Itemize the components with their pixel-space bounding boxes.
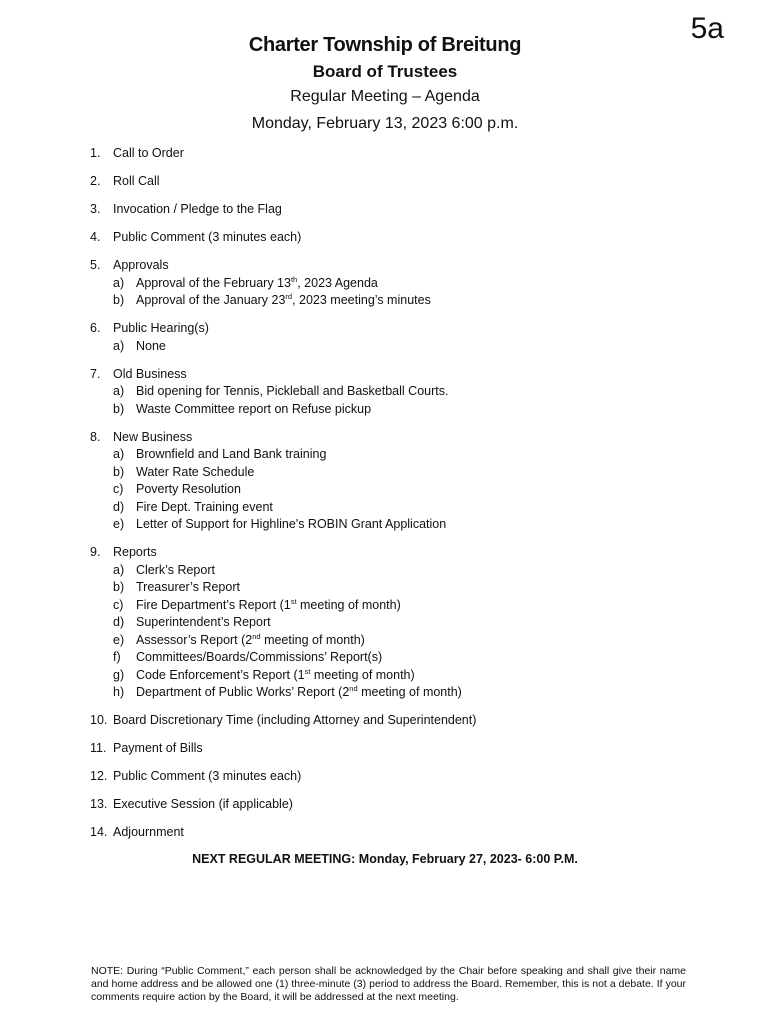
agenda-item-number: 14. bbox=[90, 825, 108, 839]
agenda-subitem-letter: a) bbox=[113, 562, 125, 577]
agenda-item bbox=[90, 824, 730, 842]
agenda-subitem bbox=[113, 579, 730, 597]
agenda-item bbox=[90, 229, 730, 247]
agenda-subitem-letter: e) bbox=[113, 632, 125, 647]
agenda-subitem bbox=[113, 383, 730, 401]
agenda-item-text: Board Discretionary Time (including Attorney and Superintendent) bbox=[113, 713, 477, 727]
agenda-subitem-letter: d) bbox=[113, 615, 125, 629]
agenda-subitems bbox=[90, 275, 730, 310]
agenda-item bbox=[90, 145, 730, 163]
agenda-item bbox=[90, 366, 730, 419]
agenda-subitem-text-main: Superintendent’s Report bbox=[136, 615, 271, 629]
agenda-item bbox=[90, 201, 730, 219]
agenda-subitem-text bbox=[136, 562, 215, 580]
agenda-item-number: 6. bbox=[90, 321, 101, 335]
ordinal-suffix: st bbox=[290, 596, 297, 606]
agenda-subitem-letter: a) bbox=[113, 384, 125, 398]
agenda-subitem-text bbox=[136, 481, 241, 499]
agenda-subitem bbox=[113, 275, 730, 293]
agenda-subitems bbox=[90, 562, 730, 702]
agenda-item-number: 11. bbox=[90, 741, 107, 755]
meeting-date: Monday, February 13, 2023 6:00 p.m. bbox=[251, 115, 519, 132]
agenda-subitem bbox=[113, 562, 730, 580]
agenda-subitem-text-main: Poverty Resolution bbox=[136, 482, 241, 496]
agenda-subitem-letter: b) bbox=[113, 293, 125, 307]
agenda-item-text: Adjournment bbox=[113, 825, 184, 839]
public-comment-note: NOTE: During “Public Comment,” each person shall be acknowledged by the Chair before speaking and shall give their name and home address and be allowed one (1) three-minute (3) period to address the Board. Remember, this is not a debate. If your comments require action by the Board, it will be addressed at the next meeting. bbox=[91, 965, 686, 1003]
agenda-subitem-text-main: Treasurer’s Report bbox=[136, 580, 240, 594]
agenda-subitem-text-main: Bid opening for Tennis, Pickleball and Basketball Courts. bbox=[136, 384, 449, 398]
agenda-item-row bbox=[90, 229, 730, 247]
agenda-subitem bbox=[113, 292, 730, 310]
agenda-subitem-text-rest: meeting of month) bbox=[357, 685, 462, 699]
agenda-item-row bbox=[90, 544, 730, 562]
ordinal-suffix: th bbox=[290, 274, 298, 284]
agenda-subitems bbox=[90, 446, 730, 534]
agenda-item bbox=[90, 320, 730, 355]
agenda-subitem-text-main: Fire Department’s Report (1 bbox=[136, 597, 291, 612]
agenda-subitem bbox=[113, 667, 730, 685]
agenda-subitem-text-main: Clerk’s Report bbox=[136, 562, 215, 577]
agenda-item-text: Call to Order bbox=[113, 146, 184, 160]
agenda-item-number: 7. bbox=[90, 366, 101, 381]
agenda-subitem-text bbox=[136, 464, 254, 482]
agenda-subitem-text bbox=[136, 516, 446, 534]
agenda-item-text: Public Comment (3 minutes each) bbox=[113, 769, 302, 783]
agenda-item bbox=[90, 429, 730, 534]
agenda-subitem-text-main: Approval of the February 13 bbox=[136, 275, 291, 290]
agenda-subitem-letter: c) bbox=[113, 597, 124, 612]
agenda-subitem bbox=[113, 338, 730, 356]
agenda-item bbox=[90, 712, 730, 730]
agenda-item-text: Public Comment (3 minutes each) bbox=[113, 230, 302, 244]
agenda-item-text: Reports bbox=[113, 545, 157, 559]
agenda-subitem-text-main: Approval of the January 23 bbox=[136, 293, 286, 307]
agenda-subitem bbox=[113, 632, 730, 650]
agenda-item-text: Approvals bbox=[113, 258, 169, 272]
agenda-subitem-text-rest: meeting of month) bbox=[310, 667, 415, 682]
agenda-item-row bbox=[90, 320, 730, 338]
agenda-subitem-text bbox=[136, 499, 273, 517]
agenda-subitem-text-main: Water Rate Schedule bbox=[136, 464, 255, 479]
agenda-subitem-letter: b) bbox=[113, 401, 125, 416]
agenda-subitem-letter: a) bbox=[113, 447, 125, 461]
agenda-subitem bbox=[113, 597, 730, 615]
agenda-item-number: 12. bbox=[90, 769, 108, 783]
agenda-item-text: New Business bbox=[113, 429, 193, 444]
agenda-subitem-text bbox=[136, 338, 166, 356]
agenda-item bbox=[90, 740, 730, 758]
agenda-subitem-text-main: Committees/Boards/Commissions’ Report(s) bbox=[136, 650, 383, 664]
agenda-subitem-text-rest: meeting of month) bbox=[260, 632, 365, 647]
agenda-subitem-text bbox=[136, 614, 271, 632]
agenda-item-row bbox=[90, 429, 730, 447]
agenda-item-number: 3. bbox=[90, 202, 101, 216]
agenda-item bbox=[90, 257, 730, 310]
agenda-subitem-text-main: Assessor’s Report (2 bbox=[136, 632, 253, 647]
agenda-subitem-text bbox=[136, 383, 448, 401]
agenda-subitem bbox=[113, 614, 730, 632]
agenda-subitem-letter: a) bbox=[113, 275, 125, 290]
next-meeting: NEXT REGULAR MEETING: Monday, February 27, 2023- 6:00 P.M. bbox=[192, 852, 578, 866]
agenda-subitem-text-main: Letter of Support for Highline's ROBIN Grant Application bbox=[136, 517, 447, 531]
ordinal-suffix: rd bbox=[285, 292, 293, 301]
agenda-subitem-text bbox=[136, 579, 240, 597]
agenda-subitem-letter: g) bbox=[113, 667, 125, 682]
agenda-subitem-text-rest: , 2023 Agenda bbox=[297, 275, 378, 290]
agenda-item-row bbox=[90, 740, 730, 758]
agenda-item-text: Roll Call bbox=[113, 174, 160, 188]
agenda-item-row bbox=[90, 796, 730, 814]
agenda-item-text: Old Business bbox=[113, 366, 187, 381]
agenda-subitem-letter: f) bbox=[113, 650, 121, 664]
agenda-subitem-letter: b) bbox=[113, 464, 125, 479]
agenda-item-number: 5. bbox=[90, 258, 101, 272]
agenda-subitem-text bbox=[136, 446, 326, 464]
agenda-subitem-text-rest: , 2023 meeting’s minutes bbox=[292, 293, 431, 307]
agenda-item-row bbox=[90, 201, 730, 219]
agenda-item-text: Executive Session (if applicable) bbox=[113, 797, 293, 811]
agenda-item-number: 13. bbox=[90, 797, 108, 811]
agenda-item-row bbox=[90, 145, 730, 163]
agenda-subitem bbox=[113, 516, 730, 534]
agenda-item-number: 10. bbox=[90, 713, 108, 727]
page-label: 5a bbox=[690, 12, 724, 45]
agenda-item-number: 9. bbox=[90, 545, 101, 559]
agenda-subitem-letter: b) bbox=[113, 580, 125, 594]
agenda-subitem-text bbox=[136, 597, 401, 615]
agenda-subitem-letter: e) bbox=[113, 517, 125, 531]
document-subtitle: Board of Trustees bbox=[312, 62, 458, 81]
agenda-item-row bbox=[90, 768, 730, 786]
agenda-subitem-text bbox=[136, 292, 431, 310]
document-header bbox=[0, 32, 770, 136]
agenda-item-number: 8. bbox=[90, 429, 101, 444]
agenda-item-text: Public Hearing(s) bbox=[113, 321, 209, 335]
agenda-subitem-text-rest: meeting of month) bbox=[296, 597, 401, 612]
agenda-subitem-text-main: Department of Public Works’ Report (2 bbox=[136, 685, 350, 699]
agenda-item-text: Payment of Bills bbox=[113, 741, 203, 755]
agenda-subitem-text-main: Brownfield and Land Bank training bbox=[136, 447, 327, 461]
agenda-subitem-text bbox=[136, 632, 365, 650]
agenda-subitem bbox=[113, 401, 730, 419]
agenda-subitem-text-main: Code Enforcement’s Report (1 bbox=[136, 667, 305, 682]
agenda-subitem-text bbox=[136, 667, 415, 685]
document-title: Charter Township of Breitung bbox=[248, 34, 522, 56]
agenda-subitem bbox=[113, 499, 730, 517]
agenda-item bbox=[90, 768, 730, 786]
agenda-item bbox=[90, 173, 730, 191]
agenda-item-row bbox=[90, 824, 730, 842]
ordinal-suffix: nd bbox=[349, 684, 358, 693]
agenda-item bbox=[90, 796, 730, 814]
ordinal-suffix: st bbox=[304, 666, 311, 676]
agenda-subitem-letter: d) bbox=[113, 499, 125, 514]
agenda-subitem-text bbox=[136, 649, 382, 667]
agenda-item-number: 2. bbox=[90, 174, 101, 188]
agenda-subitems bbox=[90, 383, 730, 418]
agenda-item-row bbox=[90, 712, 730, 730]
agenda-item-number: 1. bbox=[90, 146, 101, 160]
agenda-subitem bbox=[113, 684, 730, 702]
agenda-subitem-letter: c) bbox=[113, 482, 124, 496]
meeting-type: Regular Meeting – Agenda bbox=[290, 88, 480, 105]
agenda-subitem-letter: h) bbox=[113, 685, 125, 699]
agenda-subitem bbox=[113, 446, 730, 464]
agenda-subitem-text-main: Fire Dept. Training event bbox=[136, 499, 273, 514]
agenda-subitem bbox=[113, 464, 730, 482]
agenda-subitem bbox=[113, 481, 730, 499]
agenda-subitem-text-main: None bbox=[136, 338, 166, 353]
agenda-item-number: 4. bbox=[90, 230, 101, 244]
agenda-item-row bbox=[90, 257, 730, 275]
agenda-item-row bbox=[90, 366, 730, 384]
agenda-subitem-text bbox=[136, 275, 378, 293]
agenda-subitem-text bbox=[136, 684, 462, 702]
agenda-item bbox=[90, 544, 730, 702]
agenda-list bbox=[90, 145, 730, 852]
agenda-subitem-text-main: Waste Committee report on Refuse pickup bbox=[136, 401, 372, 416]
agenda-item-text: Invocation / Pledge to the Flag bbox=[113, 202, 282, 216]
agenda-subitem bbox=[113, 649, 730, 667]
agenda-subitem-letter: a) bbox=[113, 338, 125, 353]
agenda-subitem-text bbox=[136, 401, 371, 419]
ordinal-suffix: nd bbox=[252, 631, 261, 641]
agenda-item-row bbox=[90, 173, 730, 191]
agenda-subitems bbox=[90, 338, 730, 356]
